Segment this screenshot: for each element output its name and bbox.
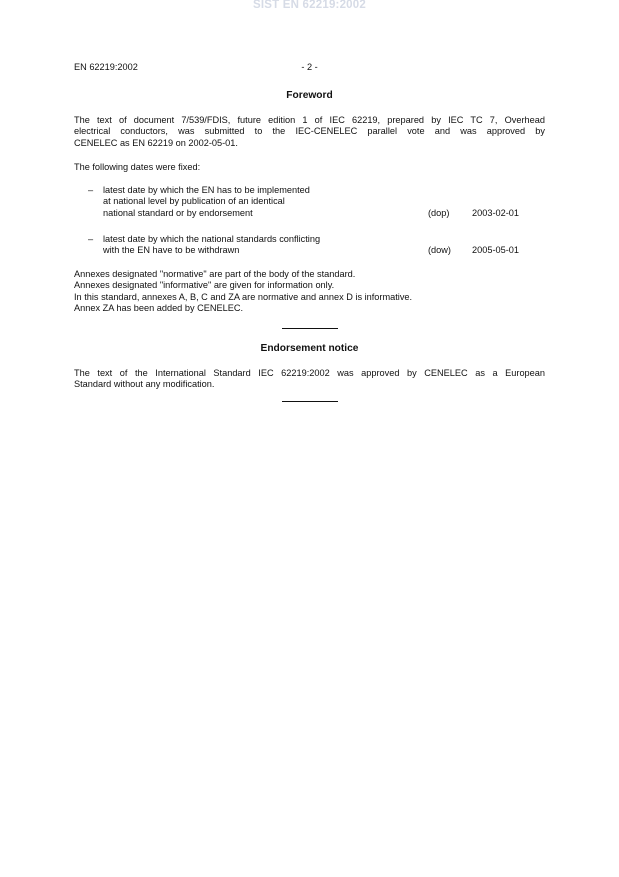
date-value: 2005-05-01: [472, 245, 519, 256]
text-line: The text of the International Standard IEC 62219:2002 was approved by CENELEC as a European: [74, 368, 545, 378]
text-line: latest date by which the national standards conflicting: [103, 234, 321, 244]
text-line: CENELEC as EN 62219 on 2002-05-01.: [74, 137, 238, 148]
foreword-intro: [74, 115, 545, 149]
date-value: 2003-02-01: [472, 207, 519, 218]
watermark: SIST EN 62219:2002: [253, 0, 366, 11]
text-line: at national level by publication of an identical: [103, 196, 285, 207]
foreword-title: Foreword: [286, 90, 333, 101]
text-line: electrical conductors, was submitted to the IEC-CENELEC parallel vote and was approved by: [74, 126, 545, 137]
dash-bullet: –: [88, 234, 94, 244]
text-line: with the EN have to be withdrawn: [103, 245, 240, 256]
endorsement-text: [74, 368, 545, 391]
date-item-dow: [74, 234, 545, 260]
date-item-dop: [74, 185, 545, 225]
text-line: Standard without any modification.: [74, 379, 215, 390]
date-code: (dow): [428, 245, 451, 256]
text-line: Annexes designated "normative" are part of the body of the standard.: [74, 269, 356, 279]
section-divider: [282, 328, 338, 329]
text-line: national standard or by endorsement: [103, 207, 253, 218]
annex-notes: [74, 269, 545, 315]
date-item-text: [103, 234, 403, 257]
text-line: Annexes designated "informative" are given for information only.: [74, 280, 335, 291]
date-item-text: [103, 185, 403, 219]
date-code: (dop): [428, 207, 450, 218]
document-id: EN 62219:2002: [74, 62, 138, 72]
page-number: - 2 -: [301, 62, 318, 72]
text-line: latest date by which the EN has to be implemented: [103, 185, 310, 195]
text-line: The text of document 7/539/FDIS, future edition 1 of IEC 62219, prepared by IEC TC 7, Overhead: [74, 115, 545, 125]
dates-intro: The following dates were fixed:: [74, 162, 201, 172]
dash-bullet: –: [88, 185, 94, 195]
endorsement-title: Endorsement notice: [260, 343, 359, 354]
text-line: Annex ZA has been added by CENELEC.: [74, 303, 244, 314]
text-line: In this standard, annexes A, B, C and ZA are normative and annex D is informative.: [74, 291, 413, 302]
section-divider: [282, 401, 338, 402]
